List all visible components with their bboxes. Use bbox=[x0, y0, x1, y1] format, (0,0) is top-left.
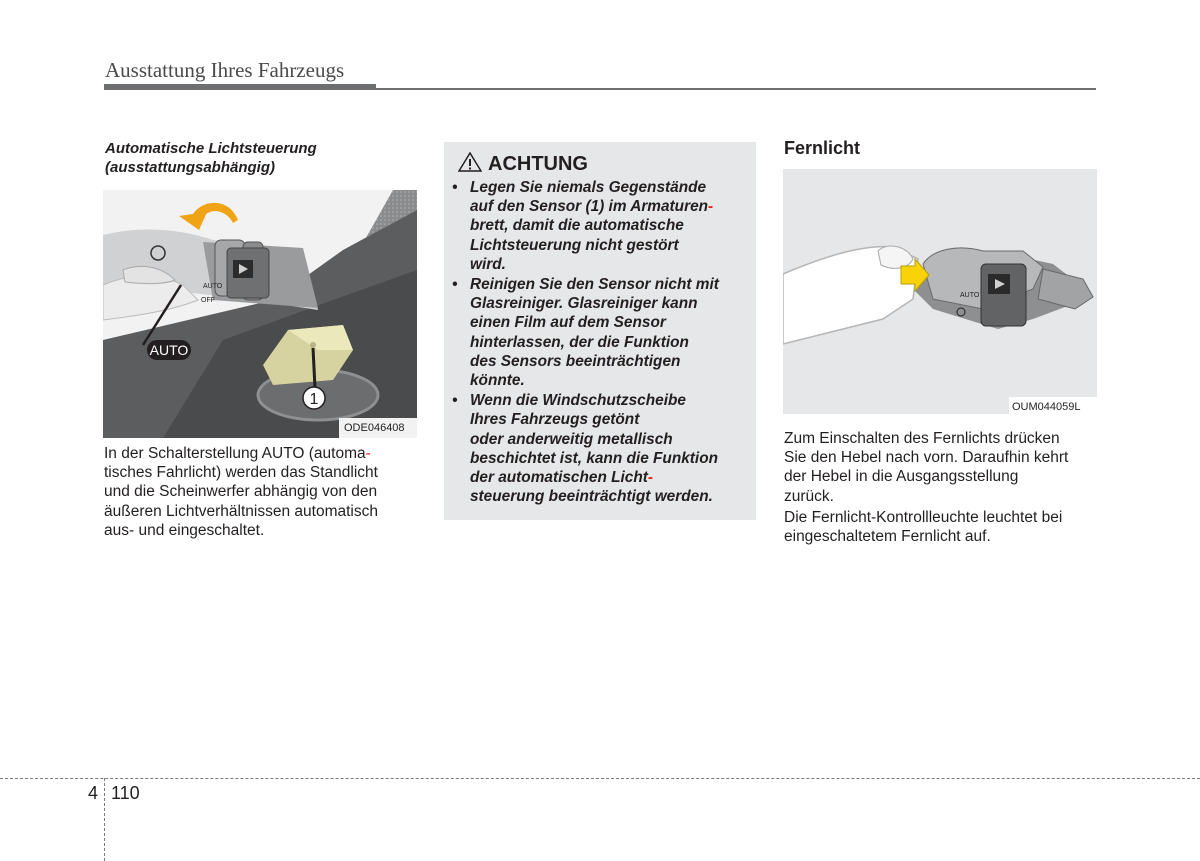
text-line: Zum Einschalten des Fernlichts drücken bbox=[784, 430, 1060, 447]
bullet: • bbox=[452, 392, 458, 410]
text-line: In der Schalterstellung AUTO (automa- bbox=[104, 445, 371, 462]
header-rule-thick bbox=[104, 84, 376, 90]
warning-triangle-icon bbox=[458, 152, 482, 172]
page-header-title: Ausstattung Ihres Fahrzeugs bbox=[105, 58, 345, 82]
figure-code: OUM044059L bbox=[1012, 401, 1081, 413]
warning-title: ACHTUNG bbox=[458, 152, 588, 176]
warning-list bbox=[452, 178, 748, 507]
paragraph-high-beam bbox=[784, 429, 1096, 506]
paragraph-high-beam-indicator bbox=[784, 508, 1096, 546]
auto-badge: AUTO bbox=[149, 342, 189, 358]
text-line: Sie den Hebel nach vorn. Daraufhin kehrt bbox=[784, 449, 1069, 467]
footer-rule bbox=[0, 778, 1200, 779]
figure-code: ODE046408 bbox=[344, 422, 405, 434]
stalk-label-auto: AUTO bbox=[960, 292, 980, 299]
text-line: äußeren Lichtverhältnissen automatisch bbox=[104, 502, 378, 520]
text-line: der Hebel in die Ausgangsstellung bbox=[784, 468, 1019, 486]
warning-item: • Legen Sie niemals Gegenstände auf den Sensor (1) im Armaturen- brett, damit die automatische Lichtsteuerung nicht gestört wird. bbox=[452, 179, 714, 273]
section-title-high-beam: Fernlicht bbox=[784, 138, 861, 158]
bullet: • bbox=[452, 276, 458, 294]
stalk-label-auto: AUTO bbox=[203, 283, 223, 290]
stalk-label-off: OFF bbox=[201, 297, 215, 304]
text-line: und die Scheinwerfer abhängig von den bbox=[104, 483, 378, 501]
light-stalk-illustration bbox=[103, 190, 417, 438]
callout-number: 1 bbox=[309, 391, 319, 408]
figure-light-switch-sensor bbox=[103, 190, 417, 438]
warning-item: • Reinigen Sie den Sensor nicht mit Glasreiniger. Glasreiniger kann einen Film auf dem Sensor hinterlassen, der die Funktion des Sensors beeinträchtigen könnte. bbox=[452, 276, 719, 390]
text-line: tisches Fahrlicht) werden das Standlicht bbox=[104, 464, 378, 482]
section-title-line: Automatische Lichtsteuerung bbox=[105, 140, 317, 157]
text-line: eingeschaltetem Fernlicht auf. bbox=[784, 528, 991, 546]
footer-divider bbox=[104, 778, 105, 861]
header-rule-thin bbox=[376, 88, 1096, 90]
section-title-automatic-lights bbox=[105, 139, 417, 177]
paragraph-auto-lights bbox=[104, 444, 417, 540]
chapter-number: 4 bbox=[88, 783, 99, 803]
warning-item: • Wenn die Windschutzscheibe Ihres Fahrzeugs getönt oder anderweitig metallisch beschichtet ist, kann die Funktion der automatischen Licht- steuerung beeinträchtigt werden. bbox=[452, 392, 718, 506]
bullet: • bbox=[452, 179, 458, 196]
figure-high-beam bbox=[783, 169, 1097, 414]
text-line: zurück. bbox=[784, 487, 834, 505]
text-line: aus- und eingeschaltet. bbox=[104, 521, 265, 539]
high-beam-stalk-illustration bbox=[783, 169, 1097, 414]
section-title-line: (ausstattungsabhängig) bbox=[105, 159, 276, 176]
text-line: Die Fernlicht-Kontrollleuchte leuchtet bei bbox=[784, 509, 1063, 526]
page-number: 110 bbox=[111, 783, 140, 803]
